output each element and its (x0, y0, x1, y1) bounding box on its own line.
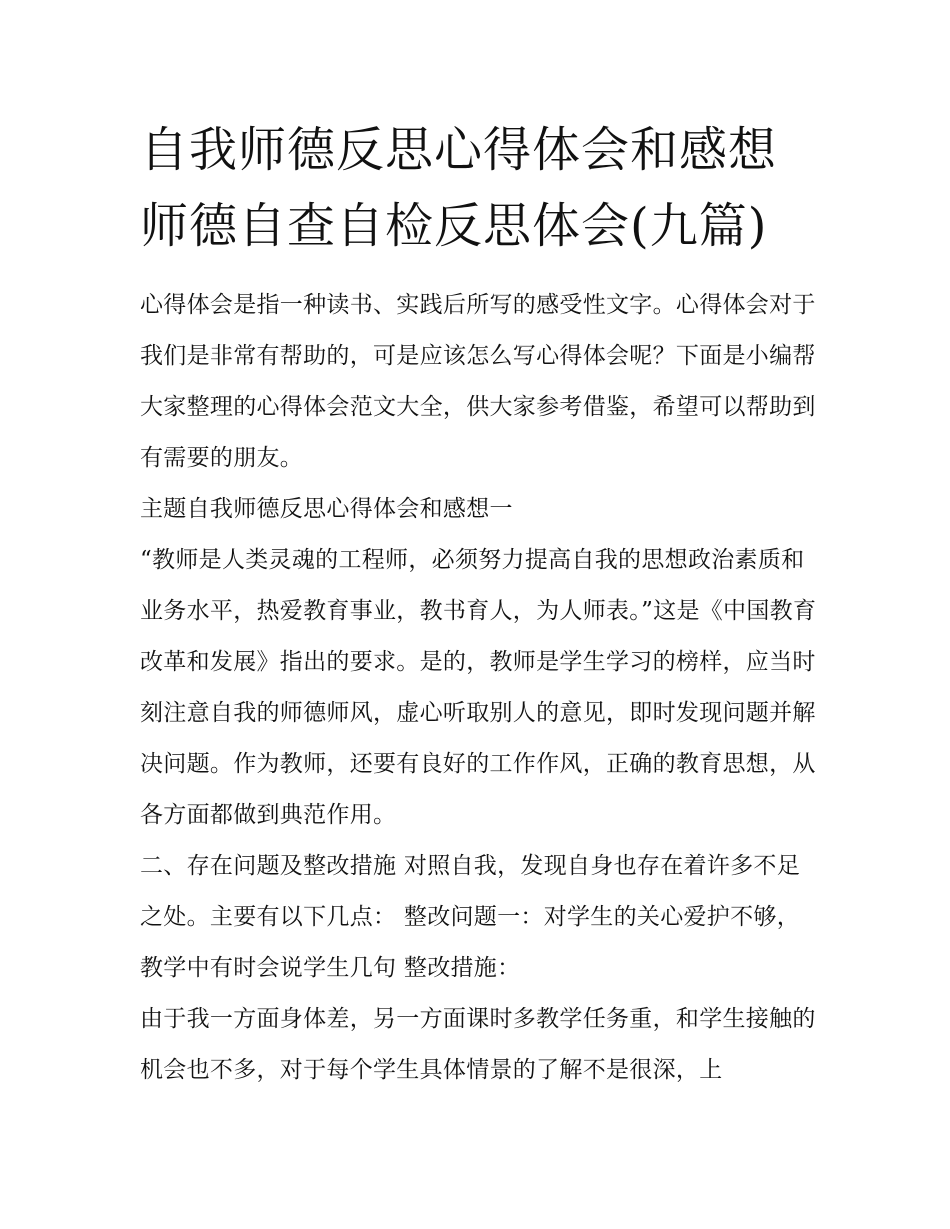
body-paragraph: “教师是人类灵魂的工程师，必须努力提高自我的思想政治素质和业务水平，热爱教育事业，教书育人，为人师表。”这是《中国教育改革和发展》指出的要求。是的，教师是学生学习的榜样，应当时刻注意自我的师德师风，虚心听取别人的意见，即时发现问题并解决问题。作为教师，还要有良好的工作作风，正确的教育思想，从各方面都做到典范作用。 (140, 547, 817, 828)
title-line-1: 自我师德反思心得体会和感想 (140, 122, 778, 178)
body-paragraph: 由于我一方面身体差，另一方面课时多教学任务重，和学生接触的机会也不多，对于每个学生具体情景的了解不是很深，上 (140, 1006, 816, 1083)
document-title (140, 112, 820, 264)
intro-paragraph: 心得体会是指一种读书、实践后所写的感受性文字。心得体会对于我们是非常有帮助的，可是应该怎么写心得体会呢？下面是小编帮大家整理的心得体会范文大全，供大家参考借鉴，希望可以帮助到有需要的朋友。 (140, 292, 816, 471)
document-body (140, 280, 820, 1096)
title-line-2: 师德自查自检反思体会(九篇) (140, 198, 768, 254)
document-page (140, 112, 820, 1096)
section-heading: 主题自我师德反思心得体会和感想一 (140, 496, 513, 522)
body-paragraph: 二、存在问题及整改措施 对照自我，发现自身也存在着许多不足之处。主要有以下几点： 整改问题一：对学生的关心爱护不够，教学中有时会说学生几句 整改措施： (140, 853, 801, 981)
